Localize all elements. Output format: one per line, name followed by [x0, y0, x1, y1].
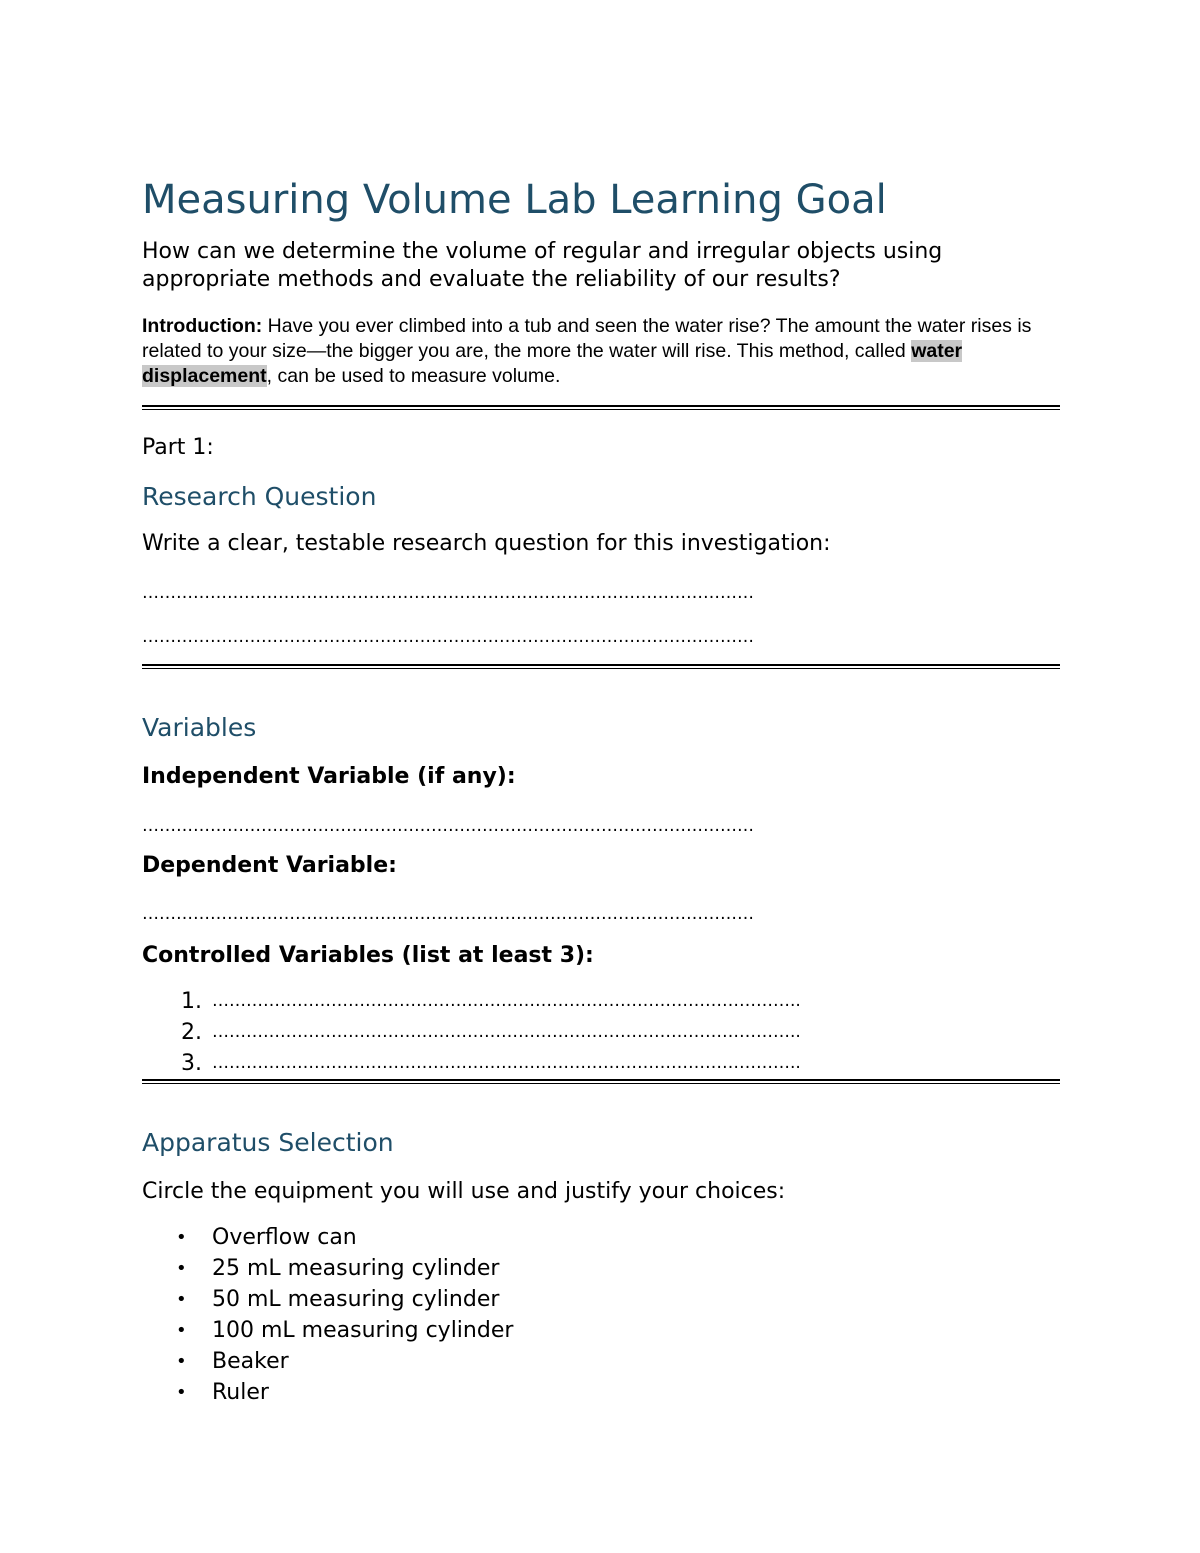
list-item	[142, 1017, 1028, 1048]
bullet-icon: •	[176, 1320, 187, 1341]
list-item[interactable]	[142, 1222, 513, 1253]
highlighted-term: water displacement	[142, 340, 963, 387]
apparatus-prompt: Circle the equipment you will use and justify your choices:	[142, 1179, 786, 1204]
answer-line[interactable]: …………………………………………………………………………………………..	[212, 1022, 801, 1042]
bullet-icon: •	[176, 1258, 187, 1279]
apparatus-item: Beaker	[212, 1349, 289, 1374]
list-number: 2.	[181, 1020, 202, 1045]
learning-goal-question: How can we determine the volume of regular and irregular objects using appropriate methods and evaluate the reliability of our results?	[142, 239, 943, 292]
introduction-text-end: , can be used to measure volume.	[266, 365, 561, 387]
independent-variable-label: Independent Variable (if any):	[142, 764, 516, 789]
list-item[interactable]	[142, 1315, 513, 1346]
bullet-icon: •	[176, 1382, 187, 1403]
introduction-paragraph	[142, 314, 1060, 389]
page-title: Measuring Volume Lab Learning Goal	[142, 177, 887, 223]
apparatus-item: 25 mL measuring cylinder	[212, 1256, 500, 1281]
apparatus-item: Overflow can	[212, 1225, 357, 1250]
section-divider	[142, 664, 1060, 669]
dependent-variable-label: Dependent Variable:	[142, 853, 397, 878]
research-question-heading: Research Question	[142, 482, 377, 511]
list-item[interactable]	[142, 1346, 513, 1377]
controlled-variables-label: Controlled Variables (list at least 3):	[142, 943, 594, 968]
answer-line[interactable]: ………………………………………………………………………………………………	[142, 627, 754, 647]
list-number: 1.	[181, 989, 202, 1014]
bullet-icon: •	[176, 1351, 187, 1372]
list-item[interactable]	[142, 1377, 513, 1408]
apparatus-item: 100 mL measuring cylinder	[212, 1318, 514, 1343]
variables-heading: Variables	[142, 713, 257, 742]
independent-variable-line[interactable]: ………………………………………………………………………………………………	[142, 816, 754, 836]
list-item	[142, 1048, 1028, 1079]
apparatus-heading: Apparatus Selection	[142, 1128, 394, 1157]
apparatus-item: 50 mL measuring cylinder	[212, 1287, 500, 1312]
section-divider	[142, 405, 1060, 410]
dependent-variable-line[interactable]: ………………………………………………………………………………………………	[142, 904, 754, 924]
answer-line[interactable]: …………………………………………………………………………………………..	[212, 1053, 801, 1073]
apparatus-item: Ruler	[212, 1380, 269, 1405]
controlled-variables-list	[142, 986, 1028, 1079]
answer-line[interactable]: ………………………………………………………………………………………………	[142, 583, 754, 603]
part-label: Part 1:	[142, 435, 214, 460]
introduction-label: Introduction:	[142, 315, 263, 337]
bullet-icon: •	[176, 1289, 187, 1310]
apparatus-list	[142, 1222, 513, 1408]
list-item[interactable]	[142, 1284, 513, 1315]
answer-line[interactable]: …………………………………………………………………………………………..	[212, 991, 801, 1011]
research-question-prompt: Write a clear, testable research question for this investigation:	[142, 531, 831, 556]
list-item[interactable]	[142, 1253, 513, 1284]
introduction-text: Have you ever climbed into a tub and seen the water rise? The amount the water rises is related to your size—the bigger you are, the more the water will rise. This method, called	[142, 315, 1032, 362]
section-divider	[142, 1079, 1060, 1084]
list-item	[142, 986, 1028, 1017]
list-number: 3.	[181, 1051, 202, 1076]
bullet-icon: •	[176, 1227, 187, 1248]
